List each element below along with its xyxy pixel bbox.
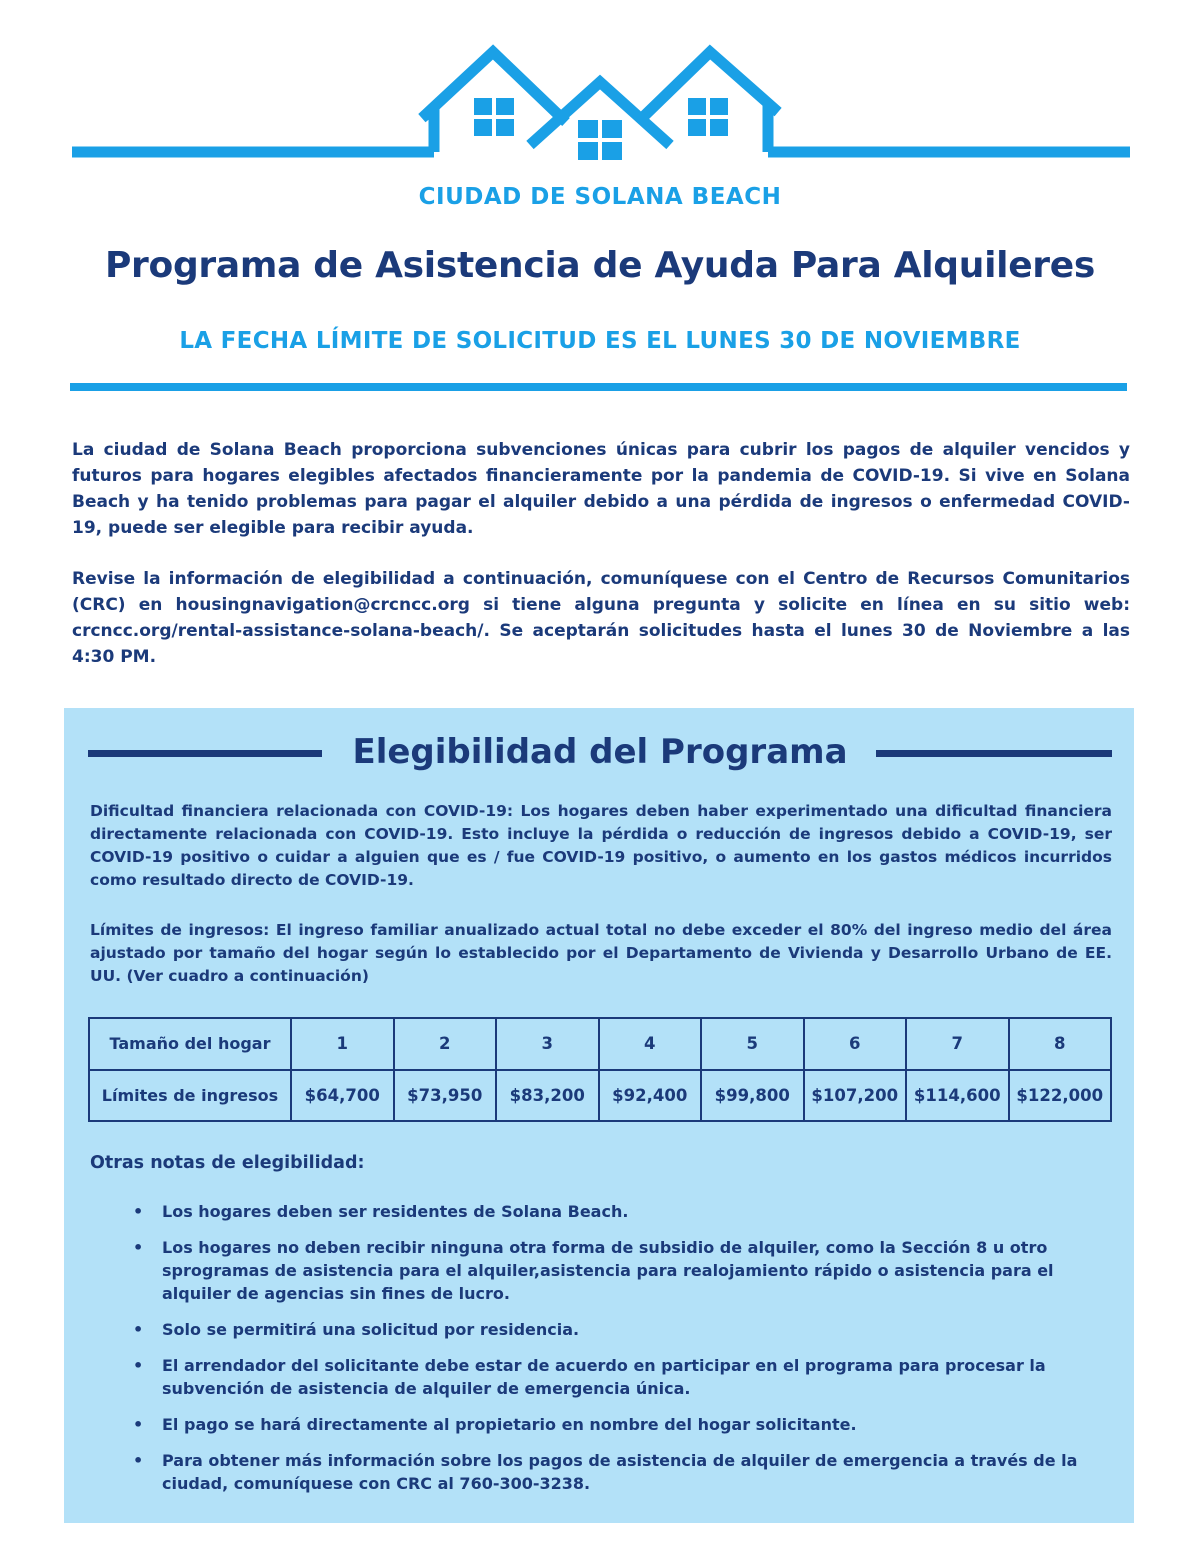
houses-icon — [0, 0, 1200, 170]
table-cell: 7 — [906, 1018, 1009, 1070]
page-title: Programa de Asistencia de Ayuda Para Alquileres — [104, 245, 1096, 286]
list-item — [130, 1354, 1115, 1400]
eligibility-rule-right — [876, 750, 1112, 757]
note-text: Los hogares no deben recibir ninguna otra forma de subsidio de alquiler, como la Sección 8 u otro sprogramas de asistencia para el alquiler,asistencia para realojamiento rápido o asistencia para el alquiler de agencias sin fines de lucro. — [162, 1238, 1054, 1303]
note-text: Solo se permitirá una solicitud por residencia. — [162, 1320, 580, 1339]
instructions-paragraph: Revise la información de elegibilidad a continuación, comuníquese con el Centro de Recursos Comunitarios (CRC) en housingnavigation@crcncc.org si tiene alguna pregunta y solicite en línea en su sitio web: crcncc.org/rental-assistance-solana-beach/. Se aceptarán solicitudes hasta el lunes 30 de Noviembre a las 4:30 PM. — [72, 569, 1130, 667]
bullet-icon: • — [133, 1415, 144, 1434]
table-cell: 6 — [804, 1018, 907, 1070]
city-name: CIUDAD DE SOLANA BEACH — [418, 184, 782, 210]
table-cell: $83,200 — [496, 1070, 599, 1122]
note-text: Los hogares deben ser residentes de Solana Beach. — [162, 1202, 629, 1221]
bullet-icon: • — [133, 1320, 144, 1339]
eligibility-rule-left — [88, 750, 322, 757]
table-cell: 3 — [496, 1018, 599, 1070]
list-item — [130, 1413, 1115, 1436]
bullet-icon: • — [133, 1202, 144, 1221]
table-row — [89, 1018, 1111, 1070]
hardship-paragraph: Dificultad financiera relacionada con COVID-19: Los hogares deben haber experimentado una dificultad financiera directamente relacionada con COVID-19. Esto incluye la pérdida o reducción de ingresos debido a COVID-19, ser COVID-19 positivo o cuidar a alguien que es / fue COVID-19 positivo, o aumento en los gastos médicos incurridos como resultado directo de COVID-19. — [90, 802, 1112, 889]
table-cell: 5 — [701, 1018, 804, 1070]
list-item — [130, 1449, 1115, 1495]
table-cell: $64,700 — [291, 1070, 394, 1122]
bullet-icon: • — [133, 1451, 144, 1470]
income-limits-table — [88, 1017, 1112, 1122]
table-cell: 2 — [394, 1018, 497, 1070]
table-cell: 1 — [291, 1018, 394, 1070]
intro-paragraph: La ciudad de Solana Beach proporciona subvenciones únicas para cubrir los pagos de alquiler vencidos y futuros para hogares elegibles afectados financieramente por la pandemia de COVID-19. Si vive en Solana Beach y ha tenido problemas para pagar el alquiler debido a una pérdida de ingresos o enfermedad COVID-19, puede ser elegible para recibir ayuda. — [72, 440, 1130, 538]
table-cell: $99,800 — [701, 1070, 804, 1122]
note-text: El arrendador del solicitante debe estar de acuerdo en participar en el programa para procesar la subvención de asistencia de alquiler de emergencia única. — [162, 1356, 1046, 1398]
deadline-banner: LA FECHA LÍMITE DE SOLICITUD ES EL LUNES 30 DE NOVIEMBRE — [179, 328, 1021, 354]
income-paragraph: Límites de ingresos: El ingreso familiar anualizado actual total no debe exceder el 80% del ingreso medio del área ajustado por tamaño del hogar según lo establecido por el Departamento de Vivienda y Desarrollo Urbano de EE. UU. (Ver cuadro a continuación) — [90, 921, 1112, 985]
table-cell: $107,200 — [804, 1070, 907, 1122]
eligibility-title: Elegibilidad del Programa — [352, 732, 848, 772]
income-limits-header: Límites de ingresos — [89, 1070, 291, 1122]
list-item — [130, 1236, 1115, 1305]
table-cell: $122,000 — [1009, 1070, 1112, 1122]
other-notes-heading: Otras notas de elegibilidad: — [90, 1153, 365, 1173]
list-item — [130, 1200, 1115, 1223]
list-item — [130, 1318, 1115, 1341]
table-cell: 8 — [1009, 1018, 1112, 1070]
bullet-icon: • — [133, 1356, 144, 1375]
eligibility-notes-list — [130, 1200, 1115, 1508]
header-divider — [70, 383, 1127, 391]
household-size-header: Tamaño del hogar — [89, 1018, 291, 1070]
table-cell: $114,600 — [906, 1070, 1009, 1122]
table-cell: $73,950 — [394, 1070, 497, 1122]
bullet-icon: • — [133, 1238, 144, 1257]
note-text: Para obtener más información sobre los pagos de asistencia de alquiler de emergencia a través de la ciudad, comuníquese con CRC al 760-300-3238. — [162, 1451, 1078, 1493]
table-row — [89, 1070, 1111, 1122]
table-cell: 4 — [599, 1018, 702, 1070]
table-cell: $92,400 — [599, 1070, 702, 1122]
note-text: El pago se hará directamente al propietario en nombre del hogar solicitante. — [162, 1415, 857, 1434]
